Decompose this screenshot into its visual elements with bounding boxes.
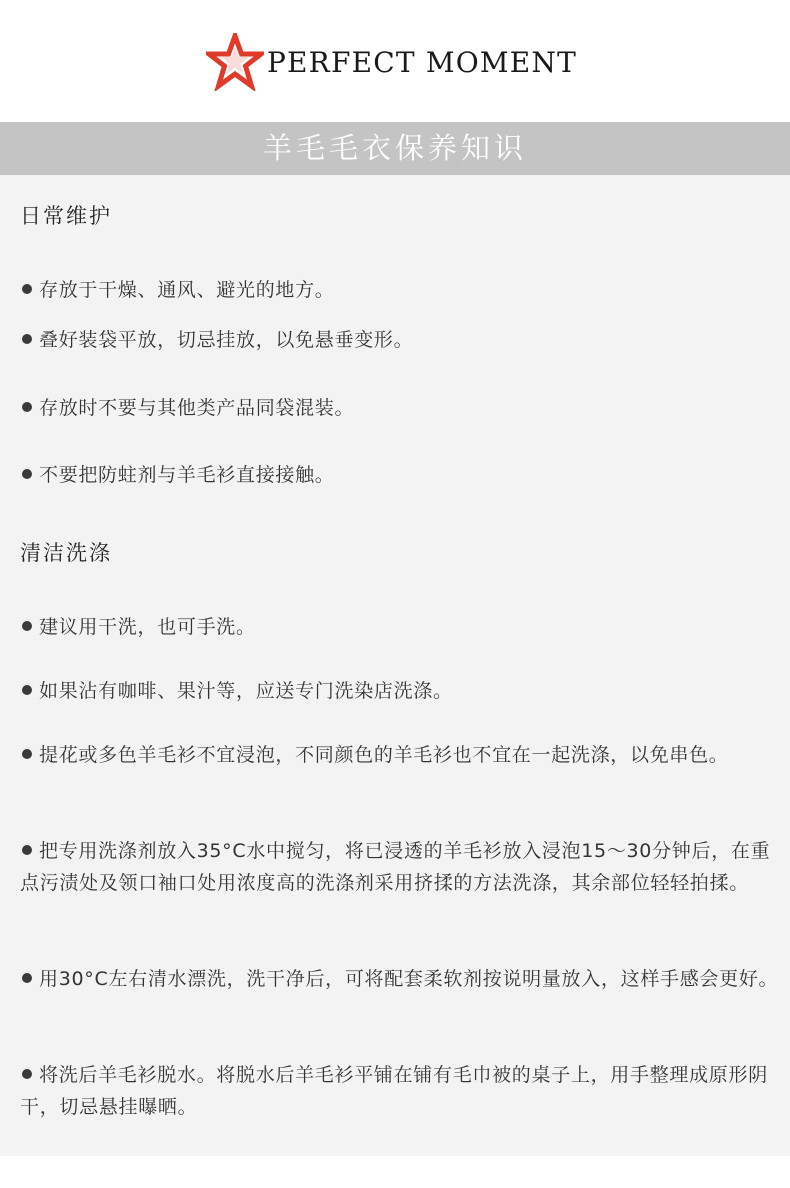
bullet-dot-icon (22, 621, 32, 631)
list-item-text: 将洗后羊毛衫脱水。将脱水后羊毛衫平铺在铺有毛巾被的桌子上，用手整理成原形阴干，切忌悬挂曝晒。 (20, 1064, 768, 1118)
list-item (20, 739, 780, 771)
list-item (20, 324, 780, 356)
list-item-text: 存放于干燥、通风、避光的地方。 (39, 279, 335, 301)
section-heading-cleaning: 清洁洗涤 (20, 541, 112, 565)
bullet-dot-icon (22, 1069, 32, 1079)
list-item (20, 459, 780, 491)
header (0, 0, 790, 122)
bullet-dot-icon (22, 845, 32, 855)
bullet-dot-icon (22, 973, 32, 983)
bullet-dot-icon (22, 334, 32, 344)
bullet-dot-icon (22, 685, 32, 695)
list-item (20, 835, 780, 899)
list-item (20, 1059, 780, 1123)
list-item-text: 如果沾有咖啡、果汁等，应送专门洗染店洗涤。 (39, 680, 453, 702)
section-heading-daily-care: 日常维护 (20, 204, 112, 228)
bullet-dot-icon (22, 402, 32, 412)
list-item (20, 675, 780, 707)
bullet-dot-icon (22, 469, 32, 479)
list-item (20, 963, 780, 995)
brand-name: PERFECT MOMENT (267, 46, 577, 79)
bullet-dot-icon (22, 284, 32, 294)
page-title-band (0, 122, 790, 175)
list-item (20, 274, 780, 306)
star-logo-icon (206, 33, 264, 91)
list-item (20, 392, 780, 424)
list-item-text: 存放时不要与其他类产品同袋混装。 (39, 397, 355, 419)
list-item-text: 建议用干洗，也可手洗。 (39, 616, 256, 638)
list-item-text: 用30°C左右清水漂洗，洗干净后，可将配套柔软剂按说明量放入，这样手感会更好。 (39, 968, 779, 990)
page-title: 羊毛毛衣保养知识 (262, 131, 527, 165)
list-item-text: 提花或多色羊毛衫不宜浸泡，不同颜色的羊毛衫也不宜在一起洗涤，以免串色。 (39, 744, 729, 766)
list-item-text: 叠好装袋平放，切忌挂放，以免悬垂变形。 (39, 329, 414, 351)
list-item-text: 把专用洗涤剂放入35°C水中搅匀，将已浸透的羊毛衫放入浸泡15～30分钟后，在重点污渍处及领口袖口处用浓度高的洗涤剂采用挤揉的方法洗涤，其余部位轻轻拍揉。 (20, 840, 771, 894)
list-item (20, 611, 780, 643)
list-item-text: 不要把防蛀剂与羊毛衫直接接触。 (39, 464, 335, 486)
brand-logo[interactable] (206, 33, 586, 93)
care-guide-content (0, 175, 790, 1156)
bullet-dot-icon (22, 749, 32, 759)
